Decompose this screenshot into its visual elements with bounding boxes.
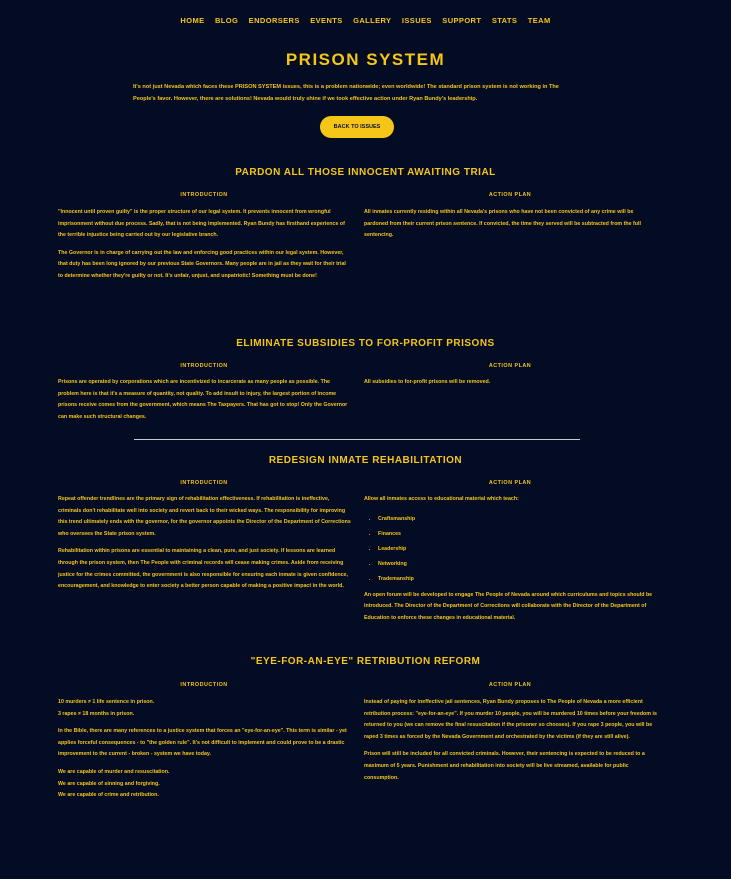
paragraph: In the Bible, there are many references to a justice system that forces an "eye-for-an-eye". This term is similar - yet applies forceful consequences - to "the golden rule". It's not difficult to implement and could prove to be a drastic improvement to the current - broken - system we have today. [58,728,347,758]
statement-line: 10 murders ≠ 1 life sentence in prison. [58,699,155,705]
paragraph: Repeat offender trendlines are the primary sign of rehabilitation effectiveness. If rehabilitation is ineffective, criminals don't rehabilitate well into society and revert back to their wicked ways. The responsibility for improving this trend ultimately ends with the governor, for the governor appoints the Director of the Department of Corrections who oversees the State prison system. [58,496,351,537]
introduction-label: INTRODUCTION [180,363,228,369]
nav-team[interactable]: TEAM [527,16,551,25]
paragraph: Rehabilitation within prisons are essential to maintaining a clean, pure, and just society. If lessons are learned through the prison system, then The People with criminal records will cease making crimes. Aside from receiving justice for the crimes committed, the government is also responsible for ensuring each inmate is given confidence, encouragement, and knowledge to enter society a better person capable of making a positive impact in the world. [58,548,348,590]
top-nav [0,10,731,28]
section-title-subsidies: ELIMINATE SUBSIDIES TO FOR-PROFIT PRISONS [236,338,495,349]
section-plan-pardon [364,207,658,248]
page-title: PRISON SYSTEM [285,50,446,69]
list-item: • Trademanship [378,572,658,587]
paragraph: Prison will still be included for all convicted criminals. However, their sentencing is expected to be reduced to a maximum of 5 years. Punishment and rehabilitation into society will be live streamed, available for public consumption. [364,751,645,781]
introduction-label: INTRODUCTION [180,682,228,688]
section-intro-rehabilitation [58,494,352,599]
introduction-label: INTRODUCTION [180,192,228,198]
section-intro-pardon [58,207,352,289]
action-plan-label: ACTION PLAN [488,480,532,486]
paragraph: All inmates currently residing within all Nevada's prisons who have not been convicted of any crime will be pardoned from their current prison sentence. If convicted, the time they served will be subtracted from the full sentencing. [364,209,641,239]
nav-home[interactable]: HOME [180,16,205,25]
section-intro-retribution [58,697,352,808]
paragraph: Instead of paying for ineffective jail sentences, Ryan Bundy proposes to The People of Nevada a more efficient retribution process: "eye-for-an-eye". If you murder 10 people, you will be murdered 10 times before your freedom is returned to you (we can remove the final resuscitation if the prisoner so chooses). If you rape 3 people, you will be raped 3 times as forced by the Nevada Government and orchestrated by the victims (if they are still alive). [364,699,657,740]
education-topics-list [364,512,658,587]
list-item: • Craftsmanship [378,512,658,527]
nav-issues[interactable]: ISSUES [401,16,432,25]
nav-endorsers[interactable]: ENDORSERS [248,16,300,25]
section-title-rehabilitation: REDESIGN INMATE REHABILITATION [268,455,463,466]
paragraph: Allow all inmates access to educational material which teach: [364,496,519,502]
back-to-issues-button[interactable]: BACK TO ISSUES [320,116,394,138]
paragraph: The Governor is in charge of carrying out the law and enforcing good practices within our legal system. However, that duty has been long ignored by our previous State Governors. Many people are in jail as they wait for their trial to determine whether they're guilty or not. It's unfair, unjust, and unpatriotic! Something must be done! [58,249,346,279]
list-item: • Networking [378,557,658,572]
nav-events[interactable]: EVENTS [310,16,343,25]
nav-gallery[interactable]: GALLERY [353,16,392,25]
paragraph: Prisons are operated by corporations which are incentivized to incarcerate as many people as possible. The problem here is that it's a measure of quantity, not quality. To add insult to injury, the largest portion of income prisons receive comes from the government, which means The Taxpayers. That has got to stop! Only the Governor can make such structural changes. [58,379,348,420]
paragraph: "Innocent until proven guilty" is the proper structure of our legal system. It prevents innocent from wrongful imprisonment without due process. Sadly, that is not being implemented. Ryan Bundy has firsthand experience of the terrible injustice being carried out by our legislative branch. [58,209,345,239]
section-title-pardon: PARDON ALL THOSE INNOCENT AWAITING TRIAL [235,167,496,178]
action-plan-label: ACTION PLAN [488,192,532,198]
action-plan-label: ACTION PLAN [488,682,532,688]
page-intro: It's not just Nevada which faces these PRISON SYSTEM issues, this is a problem nationwide; even worldwide! The standard prison system is not working in The People's favor. However, there are solutions! Nevada would truly shine if we took effective action under Ryan Bundy's leadership. [133,84,559,102]
paragraph: All subsidies to for-profit prisons will be removed. [364,379,491,385]
action-plan-label: ACTION PLAN [488,363,532,369]
list-item: • Finances [378,527,658,542]
list-item: • Leadership [378,542,658,557]
paragraph [58,767,352,802]
section-plan-rehabilitation [364,494,658,630]
paragraph [58,697,352,720]
statement-line: We are capable of murder and resuscitation. [58,768,170,775]
section-plan-retribution [364,697,658,790]
nav-stats[interactable]: STATS [491,16,518,25]
statement-line: We are capable of crime and retribution. [58,792,159,799]
section-intro-subsidies [58,377,352,429]
introduction-label: INTRODUCTION [180,480,228,486]
paragraph: An open forum will be developed to engage The People of Nevada around which curriculums and topics should be introduced. The Director of the Department of Corrections will collaborate with the Director of the Department of Education to enforce these changes in educational material. [364,591,653,621]
divider [134,439,580,440]
nav-support[interactable]: SUPPORT [442,16,482,25]
nav-blog[interactable]: BLOG [214,16,239,25]
section-title-retribution: "EYE-FOR-AN-EYE" RETRIBUTION REFORM [250,656,481,667]
statement-line: 3 rapes ≠ 18 months in prison. [58,710,135,717]
statement-line: We are capable of sinning and forgiving. [58,780,160,787]
section-plan-subsidies [364,377,658,395]
